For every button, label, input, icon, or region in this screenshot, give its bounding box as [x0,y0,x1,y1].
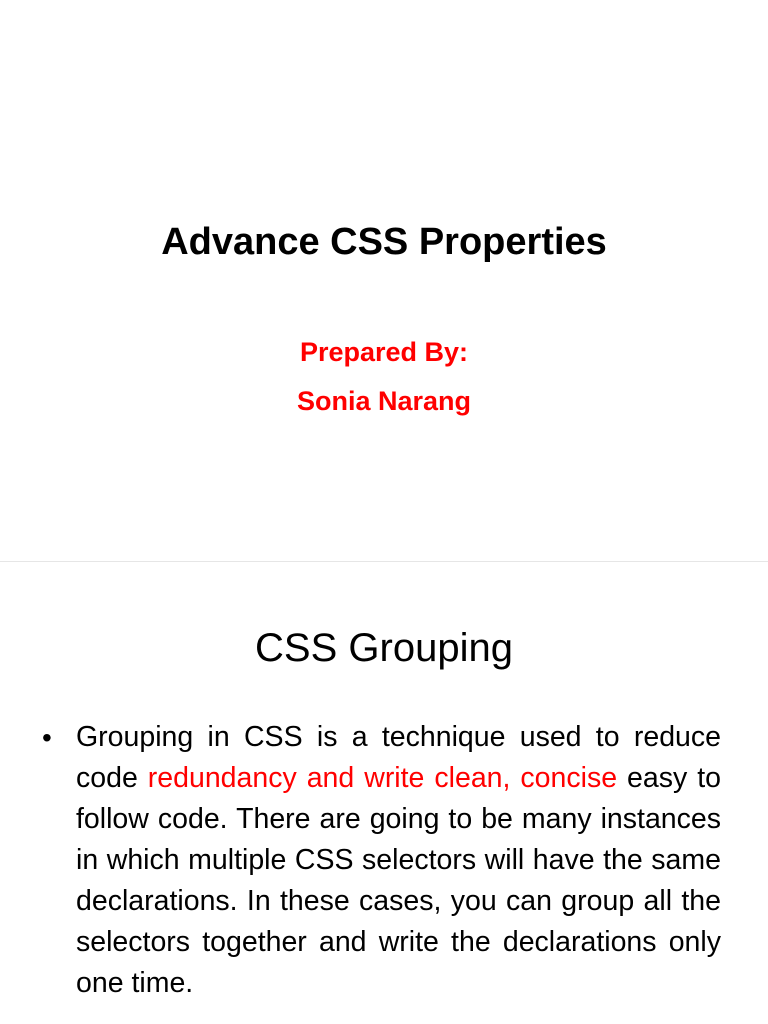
bullet-marker: • [42,722,52,753]
bullet-text-highlight: redundancy and write clean, concise [147,762,618,794]
author-name: Sonia Narang [296,386,472,416]
bullet-text-intro: Grouping in CSS is a technique used to reduce code [76,721,721,794]
slide-title: Advance CSS Properties [161,221,607,263]
bullet-list-item [42,717,722,1024]
prepared-by-label: Prepared By: [299,337,469,367]
content-slide [0,566,768,1024]
bullet-text [76,717,721,1004]
bullet-text-rest: easy to follow code. There are going to be many instances in which multiple CSS selectors will have the same declarations. In these cases, you can group all the selectors together and write the declarations only one time. [76,762,721,999]
section-title: CSS Grouping [255,626,513,670]
slide-divider [0,561,768,562]
